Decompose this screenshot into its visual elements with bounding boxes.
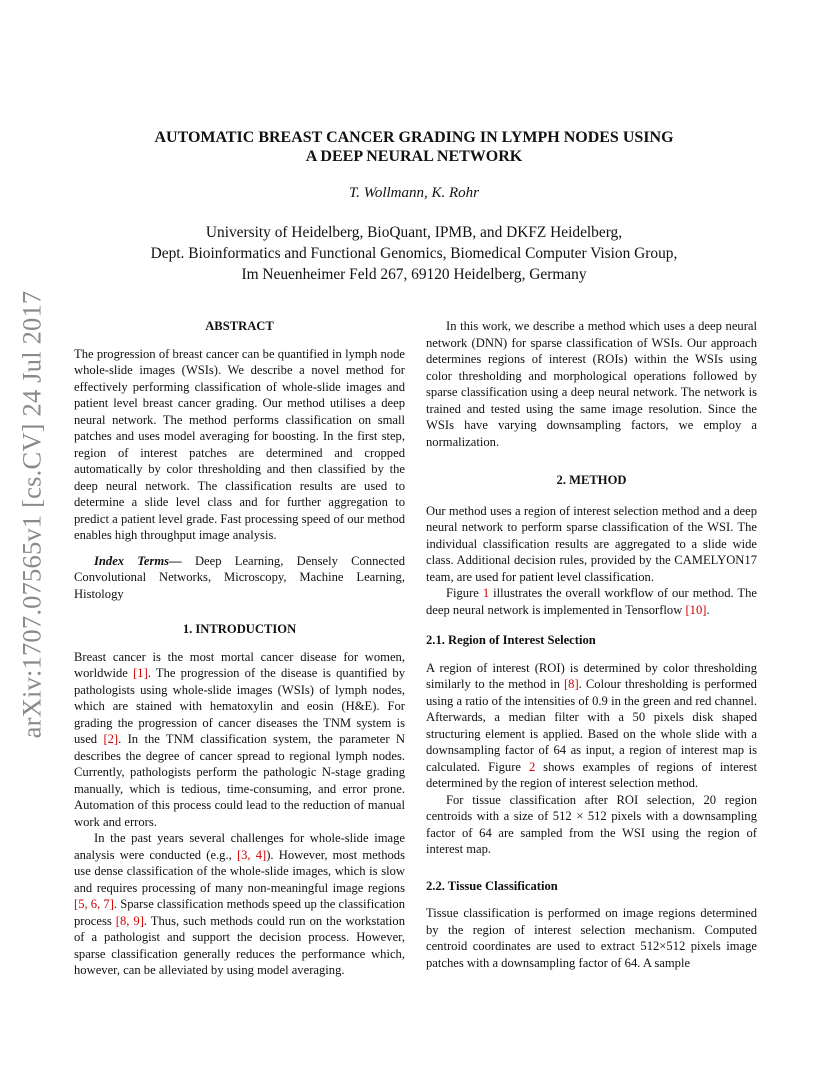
citation-link[interactable]: [5, 6, 7] [74,897,114,911]
title-line-1: AUTOMATIC BREAST CANCER GRADING IN LYMPH NODES USING [154,129,674,146]
roi-p1-text-c: shows examples of regions of interest determined by the region of interest selection method. [426,759,757,790]
tissue-paragraph-1: Tissue classification is performed on image regions determined by the region of interest selection mechanism. Computed centroid coordinates are used to extract 512×512 pixels image patches with a downsampling factor of 64. A sample [426,906,757,970]
left-column [74,318,405,979]
method-p2-text-c: . [706,602,710,617]
authors: T. Wollmann, K. Rohr [348,185,480,201]
intro-continued-paragraph: In this work, we describe a method which uses a deep neural network (DNN) for sparse classification of WSIs. Our approach determines regions of interest (ROIs) within the WSIs using color thresholding and morphological operations followed by sparse classification using a deep neural network. The network is trained and tested using the same image resolution. Since the WSIs have varying downsampling factors, we employ a normalization. [426,319,757,449]
citation-link[interactable]: [8] [563,677,579,691]
citation-link[interactable]: [10] [685,602,707,617]
intro-p2-text-d: . Thus, such methods could run on the workstation of a pathologist and support the decision process. However, sparse classification generally reduces the performance which, however, can be alleviated by using model averaging. [74,913,406,977]
intro-p2-text-b: ). However, most methods use dense classification of the whole-slide images, which is slow and requires processing of many non-meaningful image regions [74,847,406,895]
roi-p1-text-b: . Colour thresholding is performed using a ratio of the intensities of 0.9 in the green and red channel. Afterwards, a median filter with a 50 pixels disk shaped structuring element is applied. Based on the whole slide with a downsampling factor of 64 as input, a region of interest map is calculated. Figure [426,677,757,774]
index-terms [74,553,405,603]
intro-p2-text-c: . Sparse classification methods speed up the classification process [74,897,405,928]
title-line-2: A DEEP NEURAL NETWORK [305,148,523,165]
method-p2-text-b: illustrates the overall workflow of our method. The deep neural network is implemented in Tensorflow [426,586,758,617]
paper-header [74,128,754,285]
affiliation [74,222,754,285]
paper-title [74,128,754,166]
roi-p1-text-a: A region of interest (ROI) is determined by color thresholding similarly to the method in [426,660,757,691]
roi-paragraph-1 [426,660,757,792]
abstract-text: The progression of breast cancer can be quantified in lymph node whole-slide images (WSIs). We describe a novel method for effectively performing classification of whole-slide images and patient level breast cancer grading. Our method utilises a deep neural network. The method performs classification on small patches and uses model averaging for boosting. In the first step, region of interest patches are determined and cropped automatically by color thresholding and then classified by the deep neural network. The classification results are used to determine a slide level class and for further aggregation to predict a patient level grade. Fast processing speed of our method enables high throughput image analysis. [74,346,405,542]
index-terms-text: Deep Learning, Densely Connected Convolutional Networks, Microscopy, Machine Learning, Histology [74,553,406,601]
intro-paragraph-2 [74,830,405,979]
tissue-classification-heading: 2.2. Tissue Classification [426,878,558,893]
method-paragraph-2 [426,585,757,618]
method-paragraph-1: Our method uses a region of interest selection method and a deep neural network to perform sparse classification of the WSI. The individual classification results are aggregated to a slide wide class. Additional decision rules, provided by the CAMELYON17 team, are used for patient level classification. [426,503,757,584]
introduction-heading: 1. INTRODUCTION [182,622,297,636]
citation-link[interactable]: [2] [103,732,119,746]
affiliation-line-1: University of Heidelberg, BioQuant, IPMB, and DKFZ Heidelberg, [205,224,623,241]
roi-heading: 2.1. Region of Interest Selection [426,633,596,647]
abstract-heading: ABSTRACT [205,319,274,333]
arxiv-id: arXiv:1707.07565v1 [cs.CV] 24 Jul 2017 [16,290,47,738]
citation-link[interactable]: [1] [133,666,148,680]
figure-link[interactable]: 2 [528,759,536,774]
intro-p1-text-b: . The progression of the disease is quantified by pathologists using whole-slide images (WSIs) of lymph nodes, which are stained with hematoxylin and eosin (H&E). For grading the progression of cancer diseases the TNM system is used [74,666,405,746]
right-column [426,318,757,971]
affiliation-line-3: Im Neuenheimer Feld 267, 69120 Heidelberg, Germany [241,266,587,283]
arxiv-stamp [10,290,54,738]
affiliation-line-2: Dept. Bioinformatics and Functional Genomics, Biomedical Computer Vision Group, [150,245,678,262]
citation-link[interactable]: [8, 9] [115,913,144,928]
intro-p2-text-a: In the past years several challenges for whole-slide image analysis were conducted (e.g., [74,831,405,862]
roi-paragraph-2: For tissue classification after ROI selection, 20 region centroids with a size of 512 × 512 pixels with a downsampling factor of 64 are sampled from the WSI using the region of interest map. [426,792,757,856]
intro-p1-text-a: Breast cancer is the most mortal cancer disease for women, worldwide [74,649,405,680]
index-terms-label: Index Terms— [94,553,182,568]
method-p2-text-a: Figure [446,586,483,600]
method-heading: 2. METHOD [556,473,627,487]
intro-p1-text-c: . In the TNM classification system, the parameter N describes the degree of cancer spread to regional lymph nodes. Currently, pathologists perform the pathologic N-stage grading manually, which is tedious, time-consuming, and error prone. Automation of this process could lead to the reduction of manual work and errors. [74,732,406,829]
figure-link[interactable]: 1 [482,586,490,600]
citation-link[interactable]: [3, 4] [236,847,267,862]
intro-paragraph-1 [74,649,405,831]
